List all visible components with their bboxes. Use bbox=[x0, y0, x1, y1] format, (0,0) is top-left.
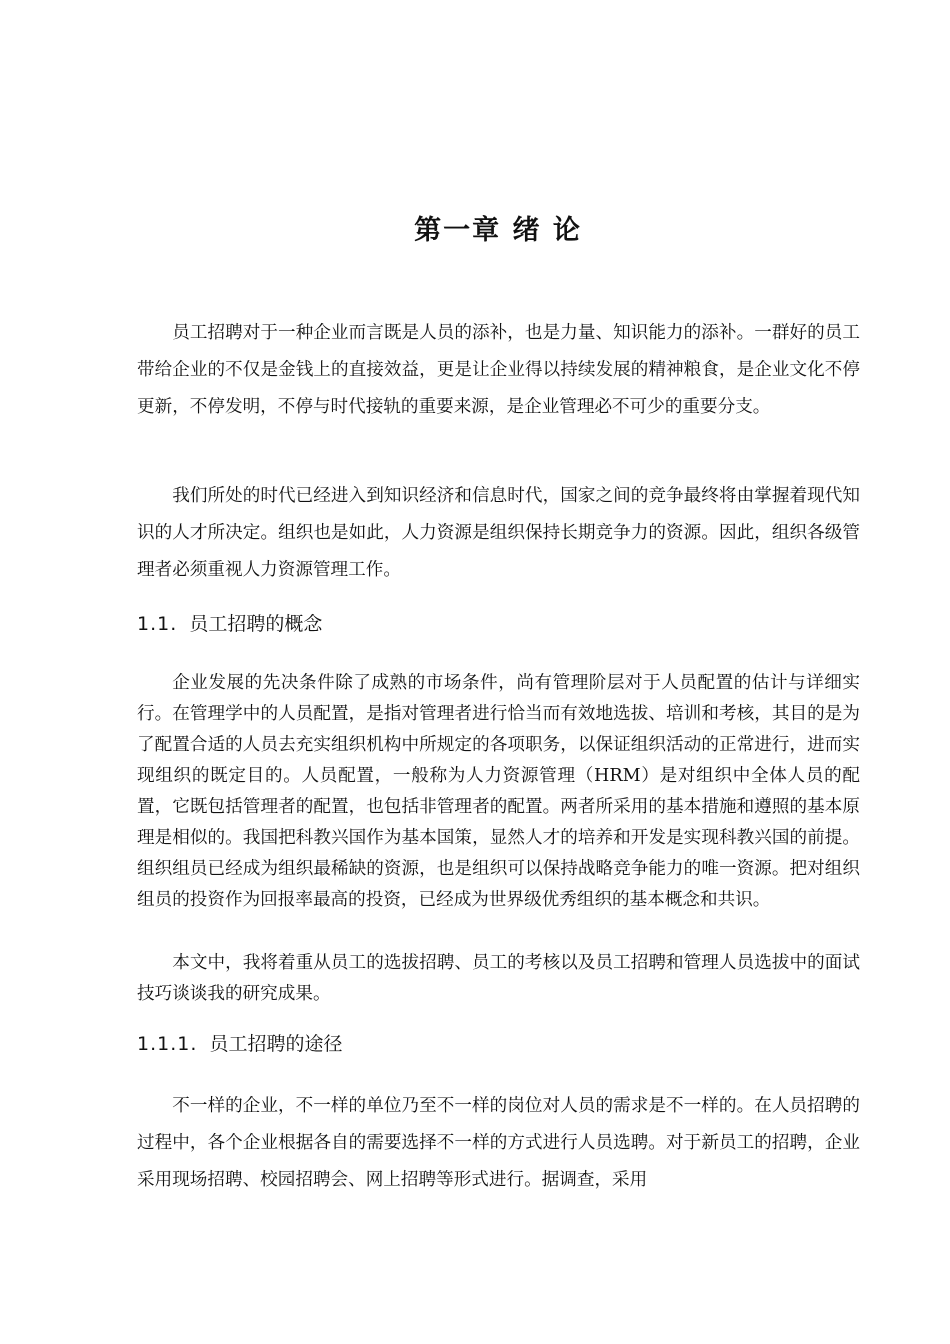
paragraph-channels: 不一样的企业，不一样的单位乃至不一样的岗位对人员的需求是不一样的。在人员招聘的过程中，各个企业根据各自的需要选择不一样的方式进行人员选聘。对于新员工的招聘，企业采用现场招聘、校园招聘会、网上招聘等形式进行。据调查，采用 bbox=[137, 1096, 860, 1190]
section-title: 员工招聘的途径 bbox=[209, 1033, 343, 1055]
paragraph-intro-1: 员工招聘对于一种企业而言既是人员的添补，也是力量、知识能力的添补。一群好的员工带给企业的不仅是金钱上的直接效益，更是让企业得以持续发展的精神粮食，是企业文化不停更新，不停发明，不停与时代接轨的重要来源，是企业管理必不可少的重要分支。 bbox=[137, 323, 860, 417]
paragraph-intro-2: 我们所处的时代已经进入到知识经济和信息时代，国家之间的竞争最终将由掌握着现代知识的人才所决定。组织也是如此，人力资源是组织保持长期竞争力的资源。因此，组织各级管理者必须重视人力资源管理工作。 bbox=[137, 486, 860, 580]
paragraph-scope: 本文中，我将着重从员工的选拔招聘、员工的考核以及员工招聘和管理人员选拔中的面试技巧谈谈我的研究成果。 bbox=[137, 953, 860, 1004]
section-number: 1.1.1. bbox=[137, 1033, 198, 1055]
chapter-title: 第一章 绪 论 bbox=[414, 215, 582, 246]
section-heading-1-1-1 bbox=[137, 1029, 343, 1056]
section-title: 员工招聘的概念 bbox=[189, 613, 323, 635]
paragraph-concept: 企业发展的先决条件除了成熟的市场条件，尚有管理阶层对于人员配置的估计与详细实行。在管理学中的人员配置，是指对管理者进行恰当而有效地选拔、培训和考核，其目的是为了配置合适的人员去充实组织机构中所规定的各项职务，以保证组织活动的正常进行，进而实现组织的既定目的。人员配置，一般称为人力资源管理（HRM）是对组织中全体人员的配置，它既包括管理者的配置，也包括非管理者的配置。两者所采用的基本措施和遵照的基本原理是相似的。我国把科教兴国作为基本国策，显然人才的培养和开发是实现科教兴国的前提。组织组员已经成为组织最稀缺的资源，也是组织可以保持战略竞争能力的唯一资源。把对组织组员的投资作为回报率最高的投资，已经成为世界级优秀组织的基本概念和共识。 bbox=[137, 673, 860, 910]
section-number: 1.1. bbox=[137, 613, 178, 635]
section-heading-1-1 bbox=[137, 609, 322, 636]
